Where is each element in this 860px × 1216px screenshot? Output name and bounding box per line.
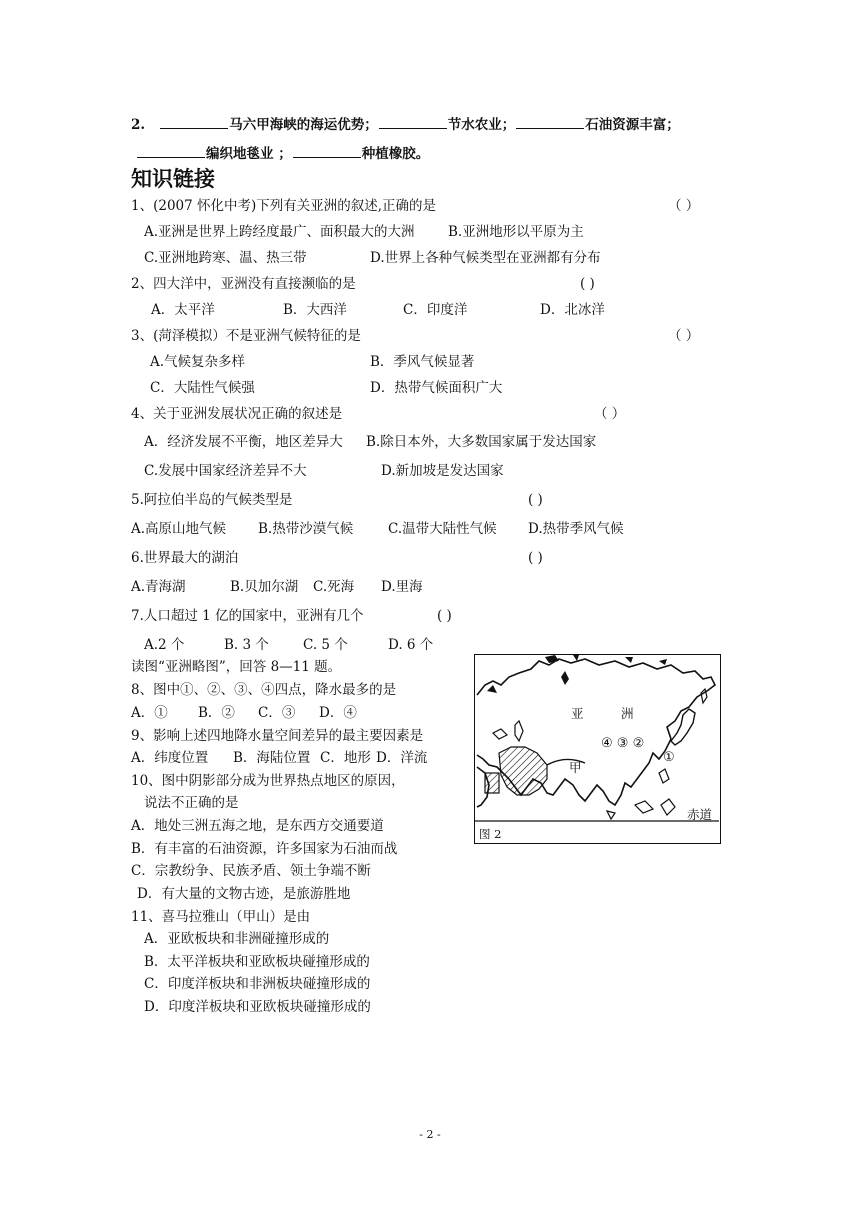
answer-paren[interactable]: ( ): [528, 492, 543, 508]
answer-paren[interactable]: （ ）: [668, 198, 700, 214]
option[interactable]: D．印度洋板块和亚欧板块碰撞形成的: [144, 999, 371, 1015]
option[interactable]: A．亚欧板块和非洲碰撞形成的: [144, 931, 330, 947]
option[interactable]: D.热带季风气候: [528, 521, 624, 537]
option[interactable]: B.热带沙漠气候: [258, 521, 354, 537]
q2-line-2: [136, 143, 429, 163]
option[interactable]: A.气候复杂多样: [150, 354, 246, 370]
option[interactable]: C．大陆性气候强: [150, 380, 255, 396]
option[interactable]: C．宗教纷争、民族矛盾、领土争端不断: [131, 863, 371, 879]
option[interactable]: A．地处三洲五海之地，是东西方交通要道: [131, 818, 384, 834]
page-number: - 2 -: [419, 1128, 441, 1141]
blank[interactable]: [137, 143, 205, 158]
option[interactable]: C．印度洋: [403, 302, 468, 318]
option[interactable]: D.里海: [381, 579, 423, 595]
option[interactable]: B．大西洋: [283, 302, 347, 318]
option[interactable]: B．海陆位置: [233, 750, 311, 766]
option[interactable]: D．④: [319, 705, 357, 721]
hatched-hotspot: [499, 747, 547, 795]
option[interactable]: C.亚洲地跨寒、温、热三带: [144, 250, 307, 266]
q2-part: 石油资源丰富；: [585, 117, 680, 133]
map-label: 亚: [571, 706, 584, 721]
option[interactable]: B. 3 个: [224, 637, 269, 653]
option[interactable]: C. 5 个: [303, 637, 348, 653]
asia-outline: [475, 655, 719, 842]
option[interactable]: B．季风气候显著: [370, 354, 475, 370]
asia-sketch-map: [474, 654, 721, 844]
option[interactable]: D．有大量的文物古迹，是旅游胜地: [137, 886, 351, 902]
option[interactable]: D．北冰洋: [540, 302, 605, 318]
equator-label: 赤道: [687, 807, 713, 822]
option[interactable]: A.亚洲是世界上跨经度最广、面积最大的大洲: [144, 224, 415, 240]
blank[interactable]: [160, 114, 228, 129]
option[interactable]: B．有丰富的石油资源，许多国家为石油而战: [131, 841, 398, 857]
question-stem: 8、图中①、②、③、④四点，降水最多的是: [131, 682, 397, 698]
map-label: 洲: [621, 706, 634, 721]
map-intro: 读图“亚洲略图”，回答 8—11 题。: [131, 659, 342, 675]
blank[interactable]: [516, 114, 584, 129]
q2-line-1: [131, 114, 680, 134]
option[interactable]: A.2 个: [144, 637, 185, 653]
question-stem: 2、四大洋中，亚洲没有直接濒临的是: [131, 276, 356, 292]
answer-paren[interactable]: ( ): [580, 276, 595, 292]
question-stem: 10、图中阴影部分成为世界热点地区的原因，: [131, 773, 405, 789]
question-stem: 5.阿拉伯半岛的气候类型是: [131, 492, 293, 508]
question-stem: 9、影响上述四地降水量空间差异的最主要因素是: [131, 728, 424, 744]
option[interactable]: C．印度洋板块和非洲板块碰撞形成的: [144, 976, 371, 992]
answer-paren[interactable]: ( ): [437, 608, 452, 624]
option[interactable]: D. 6 个: [388, 637, 434, 653]
option[interactable]: C．③: [258, 705, 296, 721]
question-stem: 7.人口超过 1 亿的国家中，亚洲有几个: [131, 608, 364, 624]
option[interactable]: D．洋流: [376, 750, 428, 766]
map-label-jia: 甲: [569, 760, 582, 775]
option[interactable]: A．太平洋: [151, 302, 215, 318]
option[interactable]: D.世界上各种气候类型在亚洲都有分布: [370, 250, 601, 266]
answer-paren[interactable]: ( ): [528, 550, 543, 566]
question-stem: 4、关于亚洲发展状况正确的叙述是: [131, 406, 343, 422]
q2-part: 马六甲海峡的海运优势；: [229, 117, 378, 133]
option[interactable]: B.除日本外，大多数国家属于发达国家: [366, 434, 597, 450]
map-points-label: ④ ③ ②: [601, 736, 645, 751]
question-stem: 6.世界最大的湖泊: [131, 550, 239, 566]
q2-part: 节水农业；: [447, 117, 516, 133]
map-point-1: ①: [663, 750, 675, 765]
option[interactable]: C.温带大陆性气候: [388, 521, 497, 537]
option[interactable]: A.高原山地气候: [131, 521, 227, 537]
question-stem: 3、(菏泽模拟）不是亚洲气候特征的是: [131, 328, 361, 344]
option[interactable]: C.死海: [313, 579, 355, 595]
section-title: 知识链接: [131, 167, 215, 191]
question-stem: 1、(2007 怀化中考)下列有关亚洲的叙述,正确的是: [131, 198, 437, 214]
option[interactable]: A．①: [131, 705, 168, 721]
option[interactable]: D．热带气候面积广大: [370, 380, 503, 396]
option[interactable]: D.新加坡是发达国家: [381, 463, 504, 479]
question-stem: 11、喜马拉雅山（甲山）是由: [131, 909, 311, 925]
q2-number: 2.: [131, 117, 146, 133]
option[interactable]: B．太平洋板块和亚欧板块碰撞形成的: [144, 954, 370, 970]
option[interactable]: B.贝加尔湖: [230, 579, 299, 595]
option[interactable]: A．纬度位置: [131, 750, 209, 766]
q2-part: 种植橡胶。: [361, 146, 430, 162]
answer-paren[interactable]: （ ）: [668, 328, 700, 344]
q2-part: 编织地毯业 ；: [206, 146, 292, 162]
question-stem: 说法不正确的是: [144, 795, 239, 811]
option[interactable]: B．②: [198, 705, 235, 721]
blank[interactable]: [379, 114, 447, 129]
answer-paren[interactable]: （ ）: [594, 406, 626, 422]
blank[interactable]: [293, 143, 361, 158]
option[interactable]: A.青海湖: [131, 579, 186, 595]
option[interactable]: A．经济发展不平衡，地区差异大: [144, 434, 343, 450]
option[interactable]: C．地形: [320, 750, 371, 766]
option[interactable]: B.亚洲地形以平原为主: [448, 224, 584, 240]
option[interactable]: C.发展中国家经济差异不大: [144, 463, 307, 479]
figure-caption: 图 2: [479, 827, 502, 841]
